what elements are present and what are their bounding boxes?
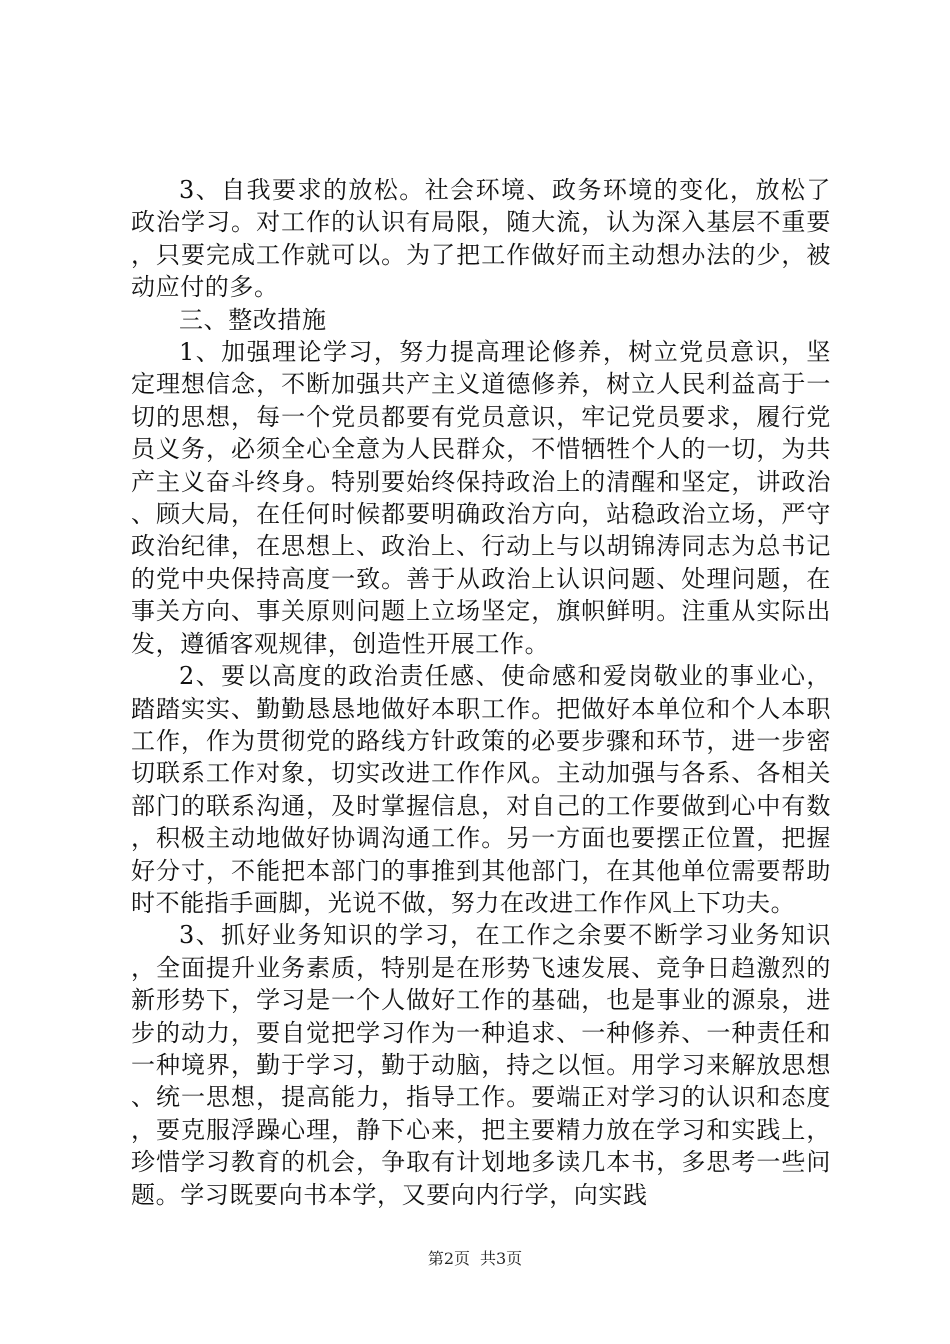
page-total: 共3页 [480, 1249, 523, 1268]
paragraph-job-responsibility: 2、要以高度的政治责任感、使命感和爱岗敬业的事业心，踏踏实实、勤勤恳恳地做好本职工作。把做好本单位和个人本职工作，作为贯彻党的路线方针政策的必要步骤和环节，进一步密切联系工作对象，切实改进工作作风。主动加强与各系、各相关部门的联系沟通，及时掌握信息，对自己的工作要做到心中有数，积极主动地做好协调沟通工作。另一方面也要摆正位置，把握好分寸，不能把本部门的事推到其他部门，在其他单位需要帮助时不能指手画脚，光说不做，努力在改进工作作风上下功夫。 [131, 662, 831, 917]
page-footer [0, 1246, 950, 1269]
paragraph-theory-study: 1、加强理论学习，努力提高理论修养，树立党员意识，坚定理想信念，不断加强共产主义道德修养，树立人民利益高于一切的思想，每一个党员都要有党员意识，牢记党员要求，履行党员义务，必须全心全意为人民群众，不惜牺牲个人的一切，为共产主义奋斗终身。特别要始终保持政治上的清醒和坚定，讲政治、顾大局，在任何时候都要明确政治方向，站稳政治立场，严守政治纪律，在思想上、政治上、行动上与以胡锦涛同志为总书记的党中央保持高度一致。善于从政治上认识问题、处理问题，在事关方向、事关原则问题上立场坚定，旗帜鲜明。注重从实际出发，遵循客观规律，创造性开展工作。 [131, 338, 831, 658]
page-number: 第2页 [427, 1249, 470, 1268]
paragraph-self-requirement: 3、自我要求的放松。社会环境、政务环境的变化，放松了政治学习。对工作的认识有局限，随大流，认为深入基层不重要，只要完成工作就可以。为了把工作做好而主动想办法的少，被动应付的多。 [131, 176, 831, 302]
paragraph-business-knowledge: 3、抓好业务知识的学习，在工作之余要不断学习业务知识，全面提升业务素质，特别是在形势飞速发展、竞争日趋激烈的新形势下，学习是一个人做好工作的基础，也是事业的源泉，进步的动力，要自觉把学习作为一种追求、一种修养、一种责任和一种境界，勤于学习，勤于动脑，持之以恒。用学习来解放思想、统一思想，提高能力，指导工作。要端正对学习的认识和态度，要克服浮躁心理，静下心来，把主要精力放在学习和实践上，珍惜学习教育的机会，争取有计划地多读几本书，多思考一些问题。学习既要向书本学，又要向内行学，向实践 [131, 921, 831, 1209]
document-body [131, 174, 831, 1211]
section-heading-rectification: 三、整改措施 [179, 305, 327, 334]
